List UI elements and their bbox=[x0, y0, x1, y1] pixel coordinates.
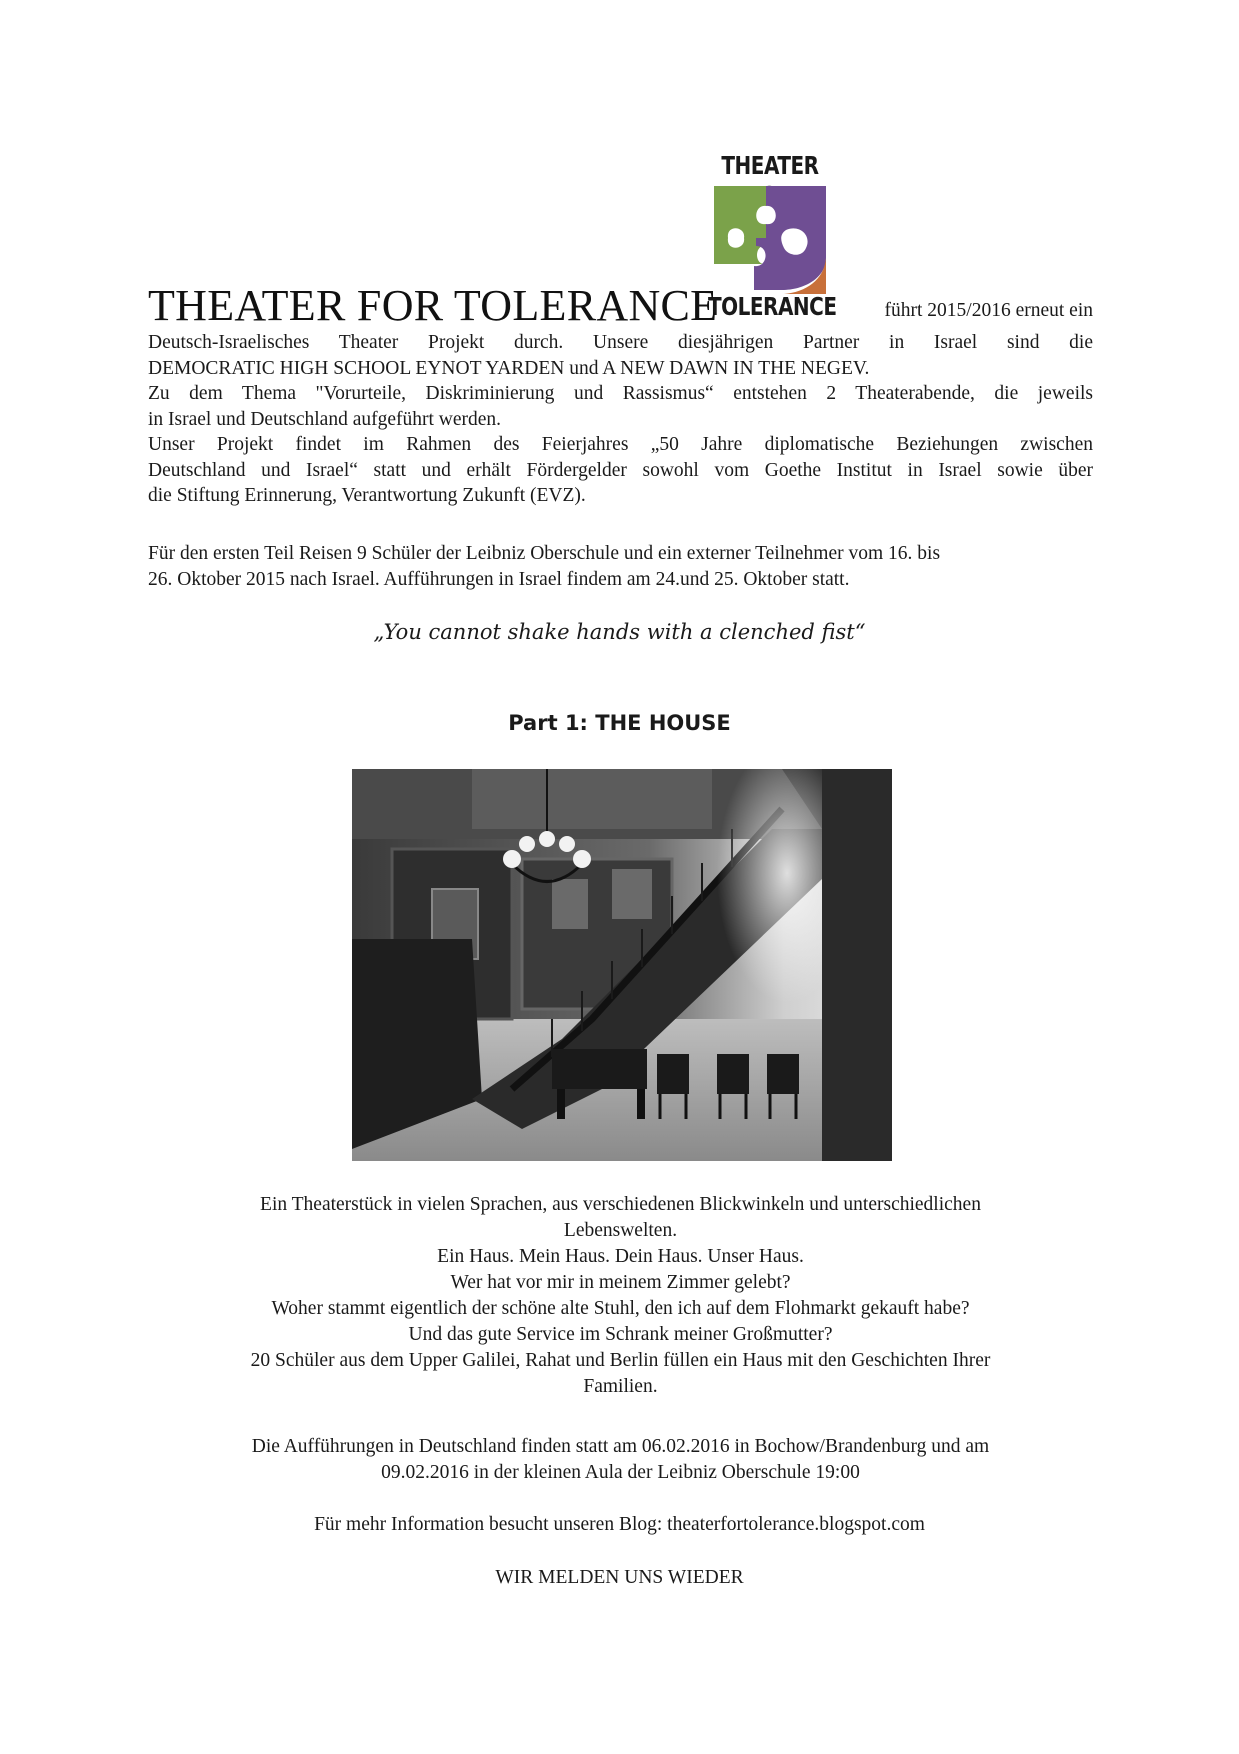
trip-line: 26. Oktober 2015 nach Israel. Aufführungen in Israel findem am 24.und 25. Oktober statt. bbox=[148, 569, 850, 590]
intro-line: Zu dem Thema "Vorurteile, Diskriminierung und Rassismus“ entstehen 2 Theaterabende, die jeweils bbox=[148, 383, 1093, 404]
trip-line: Für den ersten Teil Reisen 9 Schüler der Leibniz Oberschule und ein externer Teilnehmer vom 16. bis bbox=[148, 543, 941, 564]
staircase-photo bbox=[352, 769, 892, 1161]
logo-bottom-text: TOLERANCE bbox=[708, 291, 837, 321]
intro-paragraph bbox=[148, 330, 1093, 509]
intro-line: in Israel und Deutschland aufgeführt werden. bbox=[148, 408, 502, 430]
description-line: Wer hat vor mir in meinem Zimmer gelebt? bbox=[450, 1272, 791, 1293]
description-paragraph bbox=[148, 1192, 1093, 1400]
intro-line: Deutschland und Israel“ statt und erhält Fördergelder sowohl vom Goethe Institut in Israel sowie über bbox=[148, 459, 1093, 481]
title-tail-text: führt 2015/2016 erneut ein bbox=[884, 300, 1093, 321]
intro-line: die Stiftung Erinnerung, Verantwortung Zukunft (EVZ). bbox=[148, 485, 586, 506]
performance-dates bbox=[148, 1434, 1093, 1486]
closing-text: WIR MELDEN UNS WIEDER bbox=[495, 1567, 744, 1588]
description-line: Familien. bbox=[583, 1376, 658, 1397]
description-line: Lebenswelten. bbox=[563, 1220, 678, 1241]
part-title: Part 1: THE HOUSE bbox=[508, 711, 731, 735]
logo-top-text: THEATER bbox=[721, 150, 819, 180]
performance-line: Die Aufführungen in Deutschland finden statt am 06.02.2016 in Bochow/Brandenburg und am bbox=[251, 1436, 990, 1457]
intro-line: Deutsch-Israelisches Theater Projekt durch. Unsere diesjährigen Partner in Israel sind die bbox=[148, 332, 1093, 353]
performance-line: 09.02.2016 in der kleinen Aula der Leibniz Oberschule 19:00 bbox=[381, 1462, 860, 1483]
staircase-photo-icon bbox=[352, 769, 892, 1161]
description-line: Und das gute Service im Schrank meiner Großmutter? bbox=[408, 1324, 833, 1345]
description-line: Woher stammt eigentlich der schöne alte Stuhl, den ich auf dem Flohmarkt gekauft habe? bbox=[271, 1298, 970, 1319]
intro-line: DEMOCRATIC HIGH SCHOOL EYNOT YARDEN und A NEW DAWN IN THE NEGEV. bbox=[148, 357, 870, 379]
description-line: 20 Schüler aus dem Upper Galilei, Rahat und Berlin füllen ein Haus mit den Geschichten Ihrer bbox=[250, 1350, 991, 1371]
description-line: Ein Haus. Mein Haus. Dein Haus. Unser Haus. bbox=[437, 1246, 804, 1267]
header bbox=[148, 280, 1093, 328]
intro-line: Unser Projekt findet im Rahmen des Feierjahres „50 Jahre diplomatische Beziehungen zwischen bbox=[148, 434, 1093, 455]
quote: „You cannot shake hands with a clenched fist“ bbox=[373, 620, 866, 644]
trip-paragraph bbox=[148, 541, 1093, 593]
puzzle-icon bbox=[714, 186, 826, 294]
page-title: THEATER FOR TOLERANCE bbox=[148, 281, 718, 330]
blog-info: Für mehr Information besucht unseren Blog: theaterfortolerance.blogspot.com bbox=[314, 1514, 925, 1535]
description-line: Ein Theaterstück in vielen Sprachen, aus verschiedenen Blickwinkeln und unterschiedlichen bbox=[260, 1194, 981, 1215]
